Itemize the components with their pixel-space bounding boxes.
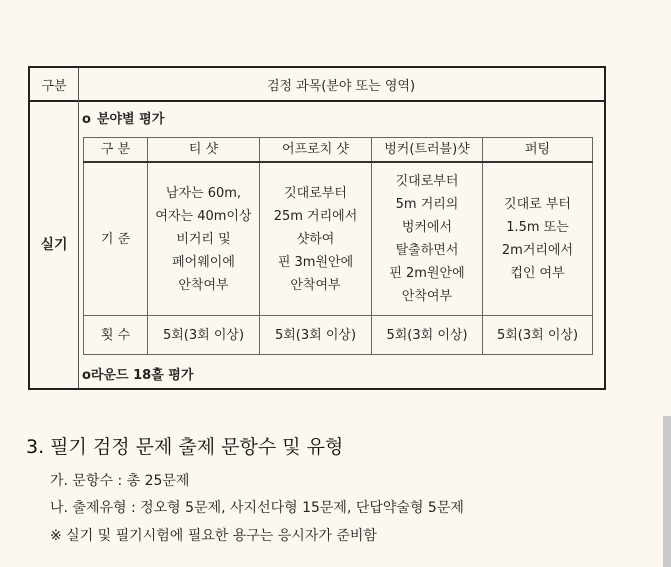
criteria-row	[84, 162, 593, 316]
evaluation-header-row	[84, 138, 593, 163]
equipment-note: ※ 실기 및 필기시험에 필요한 용구는 응시자가 준비함	[50, 528, 377, 544]
criteria-line: 여자는 40m이상	[155, 208, 252, 224]
criteria-line: 안착여부	[178, 277, 229, 293]
criteria-line: 페어웨이에	[172, 254, 235, 270]
col-header-putting: 퍼팅	[483, 138, 593, 163]
question-type-line: 나. 출제유형 : 정오형 5문제, 사지선다형 15문제, 단답약술형 5문제	[50, 500, 464, 516]
evaluation-table	[83, 137, 593, 355]
col-header-category: 구 분	[84, 138, 148, 163]
count-tee-shot: 5회(3회 이상)	[148, 316, 260, 355]
col-header-bunker-shot: 벙커(트러블)샷	[372, 138, 483, 163]
criteria-line: 비거리 및	[176, 231, 231, 247]
criteria-line: 1.5m 또는	[506, 220, 569, 235]
criteria-line: 탈출하면서	[395, 243, 459, 258]
criteria-line: 안착여부	[401, 289, 453, 304]
criteria-line: 2m거리에서	[501, 243, 574, 258]
scrollbar-thumb[interactable]	[663, 416, 671, 567]
criteria-line: 핀 3m원안에	[277, 254, 354, 270]
criteria-line: 컵인 여부	[510, 266, 565, 281]
criteria-line: 핀 2m원안에	[389, 266, 465, 281]
criteria-line: 5m 거리의	[395, 197, 459, 212]
criteria-putting	[483, 162, 593, 316]
col-header-tee-shot: 티 샷	[148, 138, 260, 163]
table-header-row	[30, 68, 604, 102]
criteria-line: 샷하여	[296, 231, 335, 247]
criteria-line: 안착여부	[290, 277, 341, 293]
criteria-line: 25m 거리에서	[273, 208, 358, 224]
practical-label: 실기	[30, 100, 79, 388]
section-title	[82, 108, 164, 127]
header-subject: 검정 과목(분야 또는 영역)	[266, 78, 416, 94]
criteria-line: 깃대로부터	[395, 174, 459, 189]
criteria-tee-shot	[148, 162, 260, 316]
criteria-line: 깃대로부터	[284, 185, 347, 201]
criteria-line: 남자는 60m,	[165, 185, 242, 201]
count-row	[84, 316, 593, 355]
section-title-text: 분야별 평가	[96, 112, 165, 127]
section-3-title: 3. 필기 검정 문제 출제 문항수 및 유형	[26, 436, 344, 458]
section-marker: o	[82, 112, 91, 127]
count-putting: 5회(3회 이상)	[483, 316, 593, 355]
col-header-approach-shot: 어프로치 샷	[260, 138, 372, 163]
criteria-bunker-shot	[372, 162, 483, 316]
criteria-label: 기 준	[84, 162, 148, 316]
header-category: 구분	[30, 68, 79, 100]
criteria-approach-shot	[260, 162, 372, 316]
count-label: 횟 수	[84, 316, 148, 355]
criteria-line: 깃대로 부터	[504, 197, 571, 212]
count-approach-shot: 5회(3회 이상)	[260, 316, 372, 355]
exam-table	[28, 66, 606, 390]
round-evaluation: o라운드 18홀 평가	[82, 368, 194, 383]
count-bunker-shot: 5회(3회 이상)	[372, 316, 483, 355]
question-count-line: 가. 문항수 : 총 25문제	[50, 473, 190, 489]
criteria-line: 벙커에서	[401, 220, 453, 235]
